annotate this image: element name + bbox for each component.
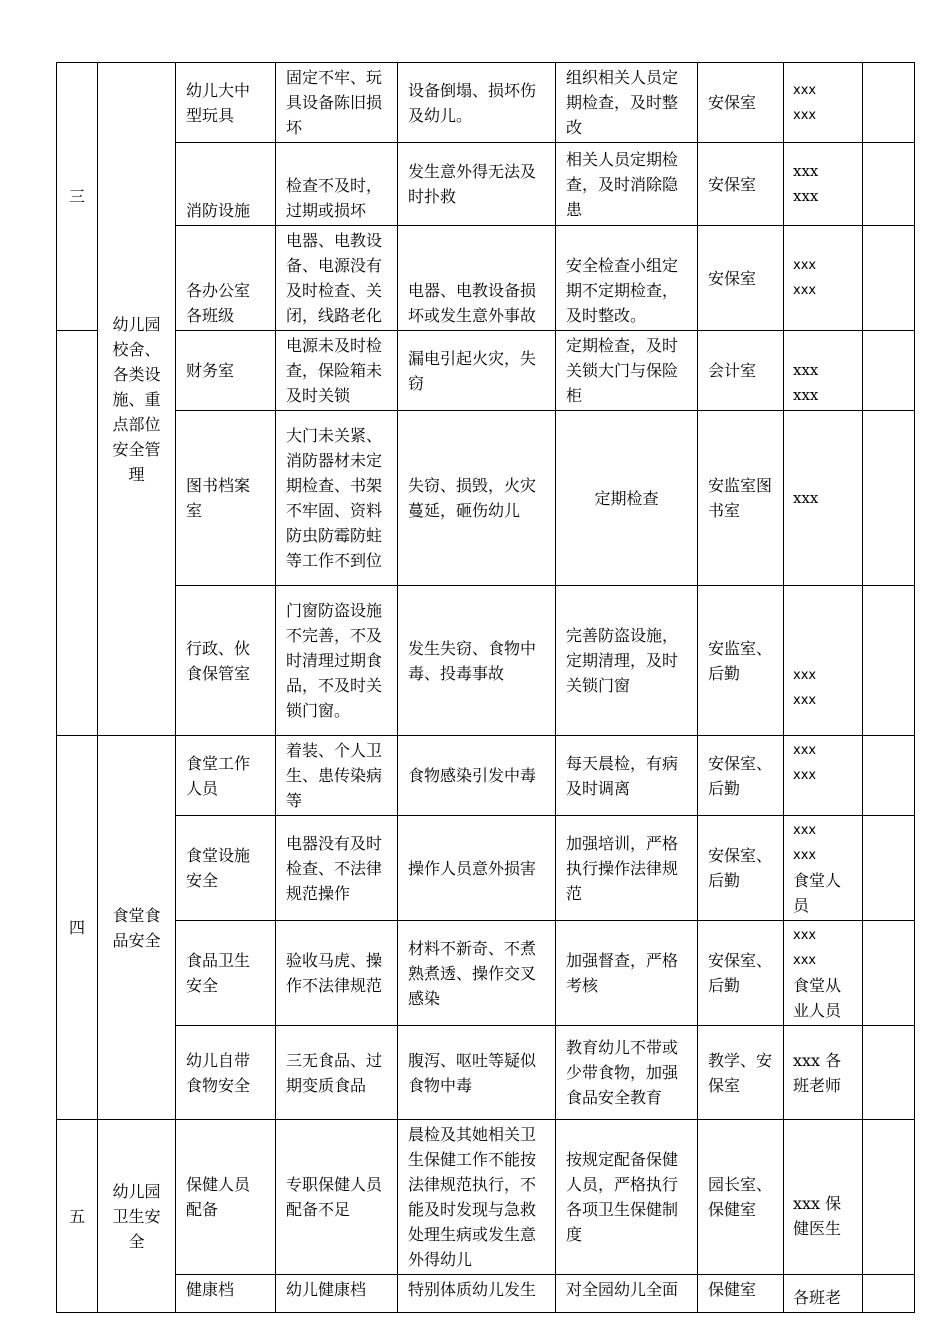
hazard-cell: 着装、个人卫生、患传染病等	[276, 736, 398, 816]
measure-cell: 组织相关人员定期检查，及时整改	[556, 63, 698, 143]
responsible-person: xxx	[793, 162, 819, 180]
hazard-cell: 检查不及时，过期或损坏	[276, 143, 398, 226]
risk-item: 食品卫生安全	[176, 921, 276, 1026]
blank-cell	[863, 226, 915, 331]
section-category: 幼儿园校舍、各类设施、重点部位安全管理	[98, 63, 176, 736]
department-cell: 会计室	[698, 331, 784, 411]
responsible-person-cell	[784, 1026, 863, 1120]
safety-responsibility-table	[56, 62, 915, 1313]
table-row	[57, 1026, 915, 1120]
responsible-person: xxx	[793, 283, 817, 298]
hazard-cell: 验收马虎、操作不法律规范	[276, 921, 398, 1026]
table-row	[57, 1120, 915, 1275]
section-category: 幼儿园卫生安全	[98, 1120, 176, 1313]
responsible-person: xxx	[793, 258, 817, 273]
risk-item: 消防设施	[176, 143, 276, 226]
blank-cell	[863, 63, 915, 143]
hazard-cell: 电器没有及时检查、不法律规范操作	[276, 816, 398, 921]
consequence-cell: 操作人员意外损害	[398, 816, 556, 921]
risk-item: 各办公室各班级	[176, 226, 276, 331]
table-row	[57, 411, 915, 586]
section-number-blank	[57, 331, 98, 736]
consequence-cell: 腹泻、呕吐等疑似食物中毒	[398, 1026, 556, 1120]
blank-cell	[863, 411, 915, 586]
consequence-cell: 发生意外得无法及时扑救	[398, 143, 556, 226]
responsible-person: 各班老	[793, 1288, 842, 1307]
responsible-person: xxx 保健医生	[793, 1194, 842, 1238]
responsible-person: xxx	[793, 848, 817, 863]
responsible-person: xxx	[793, 693, 817, 708]
risk-item: 保健人员配备	[176, 1120, 276, 1275]
responsible-person-cell	[784, 143, 863, 226]
responsible-person-cell	[784, 921, 863, 1026]
blank-cell	[863, 586, 915, 736]
risk-item: 幼儿大中型玩具	[176, 63, 276, 143]
responsible-person-cell	[784, 226, 863, 331]
hazard-cell: 门窗防盗设施不完善，不及时清理过期食品，不及时关锁门窗。	[276, 586, 398, 736]
responsible-person: xxx	[793, 823, 817, 838]
responsible-person-cell	[784, 63, 863, 143]
section-number: 三	[57, 63, 98, 331]
blank-cell	[863, 1120, 915, 1275]
section-number: 四	[57, 736, 98, 1120]
department-cell: 安监室、后勤	[698, 586, 784, 736]
responsible-person: xxx	[793, 82, 817, 98]
table-row	[57, 331, 915, 411]
department-cell: 安保室、后勤	[698, 816, 784, 921]
responsible-person: xxx	[793, 768, 817, 783]
hazard-cell: 三无食品、过期变质食品	[276, 1026, 398, 1120]
measure-cell: 相关人员定期检查，及时消除隐患	[556, 143, 698, 226]
measure-cell: 加强督查，严格考核	[556, 921, 698, 1026]
blank-cell	[863, 331, 915, 411]
risk-item: 健康档	[176, 1275, 276, 1313]
responsible-person: xxx	[793, 107, 817, 123]
department-cell: 安保室	[698, 63, 784, 143]
responsible-person: xxx	[793, 386, 819, 404]
hazard-cell: 专职保健人员配备不足	[276, 1120, 398, 1275]
responsible-person: xxx	[793, 361, 819, 379]
responsible-person: xxx 各班老师	[793, 1050, 842, 1095]
responsible-person: 食堂从业人员	[793, 976, 842, 1020]
department-cell: 保健室	[698, 1275, 784, 1313]
risk-item: 财务室	[176, 331, 276, 411]
department-cell: 安保室、后勤	[698, 921, 784, 1026]
measure-cell: 按规定配备保健人员，严格执行各项卫生保健制度	[556, 1120, 698, 1275]
measure-cell: 加强培训，严格执行操作法律规范	[556, 816, 698, 921]
blank-cell	[863, 1026, 915, 1120]
consequence-cell: 发生失窃、食物中毒、投毒事故	[398, 586, 556, 736]
blank-cell	[863, 143, 915, 226]
consequence-cell: 食物感染引发中毒	[398, 736, 556, 816]
responsible-person: xxx	[793, 953, 817, 968]
hazard-cell: 电器、电教设备、电源没有及时检查、关闭，线路老化	[276, 226, 398, 331]
department-cell: 安保室	[698, 143, 784, 226]
department-cell: 教学、安保室	[698, 1026, 784, 1120]
measure-cell: 安全检查小组定期不定期检查，及时整改。	[556, 226, 698, 331]
responsible-person: xxx	[793, 668, 817, 683]
table-row	[57, 736, 915, 816]
measure-cell: 对全园幼儿全面	[556, 1275, 698, 1313]
consequence-cell: 材料不新奇、不煮熟煮透、操作交叉感染	[398, 921, 556, 1026]
blank-cell	[863, 736, 915, 816]
department-cell: 园长室、保健室	[698, 1120, 784, 1275]
table-row	[57, 921, 915, 1026]
blank-cell	[863, 816, 915, 921]
hazard-cell: 幼儿健康档	[276, 1275, 398, 1313]
responsible-person: xxx	[793, 187, 819, 205]
blank-cell	[863, 1275, 915, 1313]
section-number: 五	[57, 1120, 98, 1313]
hazard-cell: 大门未关紧、消防器材未定期检查、书架不牢固、资料防虫防霉防蛀等工作不到位	[276, 411, 398, 586]
department-cell: 安监室图书室	[698, 411, 784, 586]
consequence-cell: 失窃、损毁，火灾蔓延，砸伤幼儿	[398, 411, 556, 586]
consequence-cell: 晨检及其她相关卫生保健工作不能按法律规范执行，不能及时发现与急救处理生病或发生意外得幼儿	[398, 1120, 556, 1275]
risk-item: 图书档案室	[176, 411, 276, 586]
section-category: 食堂食品安全	[98, 736, 176, 1120]
table-row	[57, 586, 915, 736]
consequence-cell: 设备倒塌、损坏伤及幼儿。	[398, 63, 556, 143]
measure-cell: 每天晨检，有病及时调离	[556, 736, 698, 816]
table-row	[57, 226, 915, 331]
responsible-person: 食堂人员	[793, 871, 842, 915]
responsible-person: xxx	[793, 743, 817, 758]
responsible-person-cell	[784, 736, 863, 816]
responsible-person-cell	[784, 411, 863, 586]
consequence-cell: 电器、电教设备损坏或发生意外事故	[398, 226, 556, 331]
table-row	[57, 1275, 915, 1313]
table-row	[57, 816, 915, 921]
blank-cell	[863, 921, 915, 1026]
department-cell: 安保室	[698, 226, 784, 331]
consequence-cell: 漏电引起火灾，失窃	[398, 331, 556, 411]
measure-cell: 定期检查，及时关锁大门与保险柜	[556, 331, 698, 411]
consequence-cell: 特别体质幼儿发生	[398, 1275, 556, 1313]
risk-item: 食堂设施安全	[176, 816, 276, 921]
responsible-person-cell	[784, 816, 863, 921]
hazard-cell: 固定不牢、玩具设备陈旧损坏	[276, 63, 398, 143]
measure-cell: 教育幼儿不带或少带食物，加强食品安全教育	[556, 1026, 698, 1120]
table-row	[57, 143, 915, 226]
responsible-person: xxx	[793, 488, 819, 507]
responsible-person-cell	[784, 331, 863, 411]
table-row	[57, 63, 915, 143]
risk-item: 幼儿自带食物安全	[176, 1026, 276, 1120]
responsible-person: xxx	[793, 928, 817, 943]
responsible-person-cell	[784, 1275, 863, 1313]
measure-cell: 完善防盗设施，定期清理，及时关锁门窗	[556, 586, 698, 736]
hazard-cell: 电源未及时检查，保险箱未及时关锁	[276, 331, 398, 411]
responsible-person-cell	[784, 586, 863, 736]
department-cell: 安保室、后勤	[698, 736, 784, 816]
risk-item: 行政、伙食保管室	[176, 586, 276, 736]
safety-responsibility-table-page	[56, 62, 915, 1313]
risk-item: 食堂工作人员	[176, 736, 276, 816]
responsible-person-cell	[784, 1120, 863, 1275]
measure-cell: 定期检查	[556, 411, 698, 586]
